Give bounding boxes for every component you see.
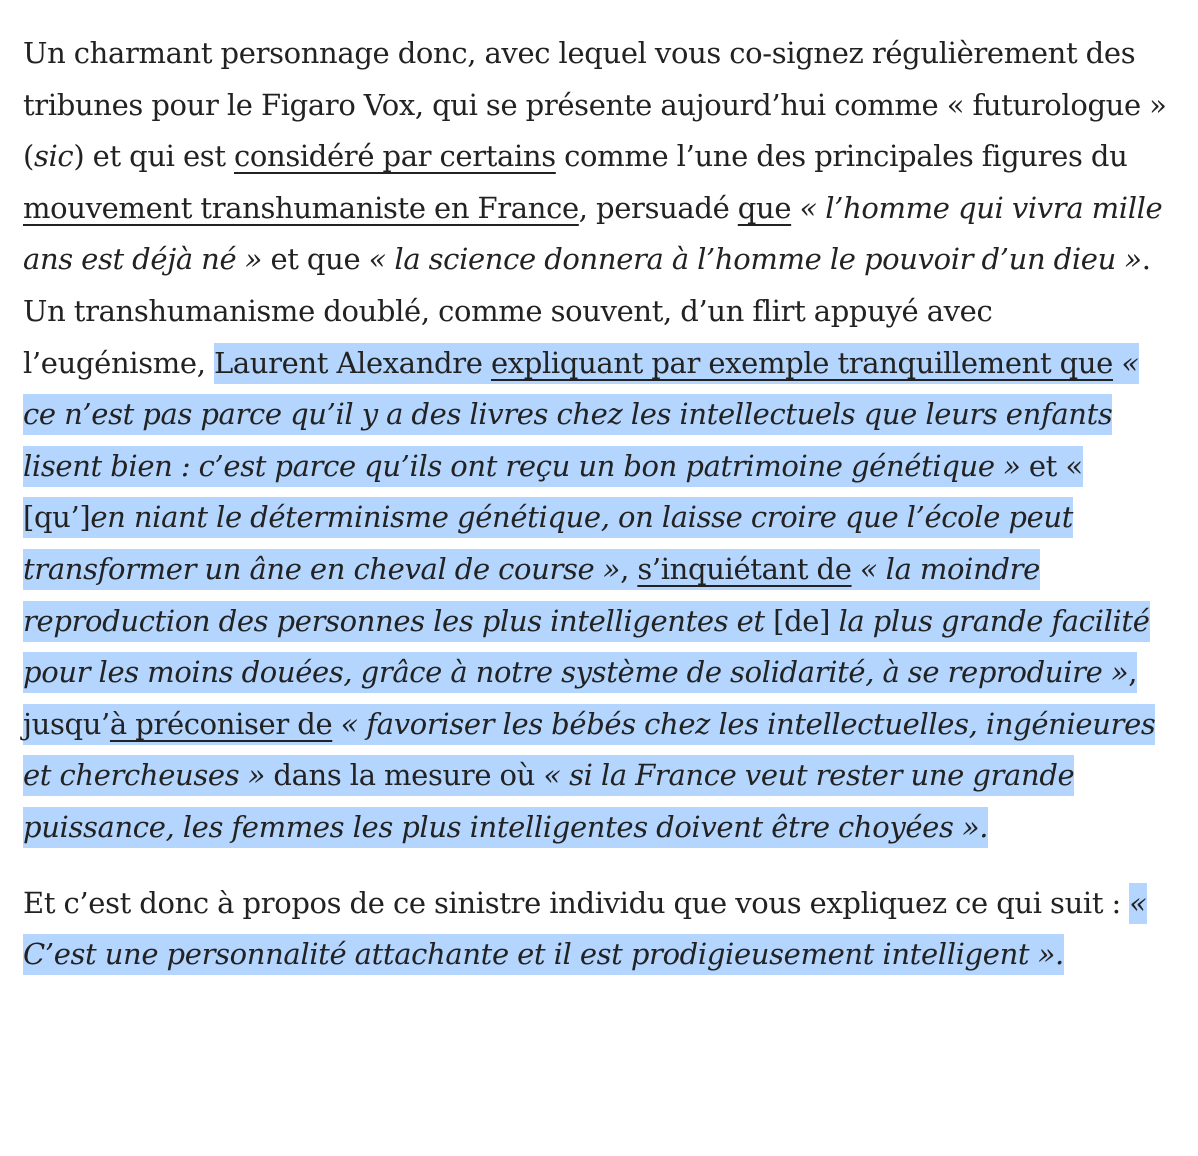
text: comme l’une des principales figures du <box>555 139 1128 174</box>
article-body <box>23 28 1173 981</box>
text: Et c’est donc à propos de ce sinistre individu que vous expliquez ce qui suit : <box>23 885 1130 920</box>
text: et « [qu’] <box>23 448 1083 535</box>
text: Laurent Alexandre <box>213 345 491 380</box>
text: ) et qui est <box>73 139 234 174</box>
link-considere-par-certains[interactable]: considéré par certains <box>234 139 556 174</box>
quote-personnalite-attachante[interactable]: « C’est une personnalité attachante et il est prodigieusement intelligent ». <box>23 883 1147 976</box>
link-expliquant[interactable]: expliquant par exemple tranquillement que <box>490 345 1113 380</box>
text: et que <box>270 242 369 277</box>
quote-puissance: « si la France veut rester une grande puissance, les femmes les plus intelligentes doivent être choyées ». <box>23 758 1075 844</box>
text-selection-highlight[interactable] <box>23 343 1155 848</box>
text: , persuadé <box>578 190 738 225</box>
text: , <box>620 551 638 586</box>
link-mouvement-transhumaniste[interactable]: mouvement transhumaniste en France <box>23 190 579 225</box>
text: [de] <box>773 603 839 638</box>
paragraph-1 <box>23 28 1173 854</box>
paragraph-2 <box>23 878 1173 981</box>
text: . Un transhumanisme doublé, comme souvent, d’un flirt appuyé avec l’eugénisme, <box>23 242 1151 380</box>
quote-mille-ans: « l’homme qui vivra mille ans est déjà né » <box>23 190 1163 277</box>
link-preconiser[interactable]: à préconiser de <box>109 706 333 741</box>
sic-italic: sic <box>33 139 74 174</box>
link-que[interactable]: que <box>737 190 792 225</box>
text: , jusqu’ <box>23 655 1138 741</box>
quote-determinisme: en niant le déterminisme génétique, on laisse croire que l’école peut transformer un âne en cheval de course » <box>23 500 1074 586</box>
link-sinquietant-de[interactable]: s’inquiétant de <box>637 551 852 586</box>
quote-bebes: « favoriser les bébés chez les intellectuelles, ingénieures et chercheuses » <box>23 706 1156 793</box>
quote-solidarite: la plus grande facilité pour les moins douées, grâce à notre système de solidarité, à se reproduire » <box>23 603 1150 690</box>
text: dans la mesure où <box>273 758 544 793</box>
text: Un charmant personnage donc, avec lequel vous co-signez régulièrement des tribunes pour le Figaro Vox, qui se présente aujourd’hui comme « futurologue » ( <box>23 36 1167 174</box>
quote-livres: « ce n’est pas parce qu’il y a des livres chez les intellectuels que leurs enfants lisent bien : c’est parce qu’ils ont reçu un bon patrimoine génétique » <box>23 345 1139 483</box>
quote-reproduction: « la moindre reproduction des personnes les plus intelligentes et <box>23 551 1040 638</box>
quote-pouvoir-dun-dieu: « la science donnera à l’homme le pouvoir d’un dieu » <box>368 242 1142 277</box>
